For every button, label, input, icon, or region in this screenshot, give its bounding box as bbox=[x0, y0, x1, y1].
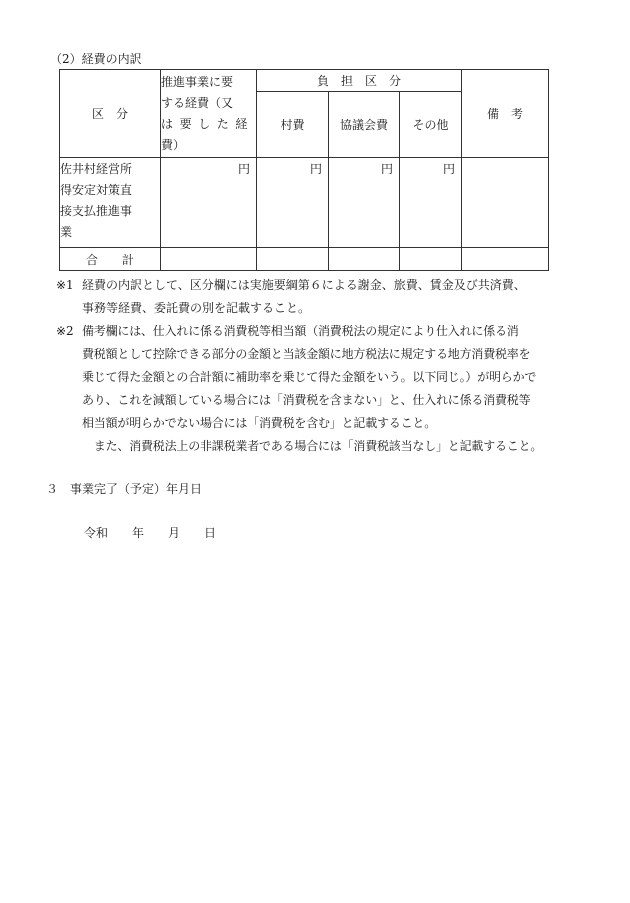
total-label: 合 計 bbox=[60, 248, 161, 271]
note-line: 事務等経費、委託費の別を記載すること。 bbox=[82, 301, 311, 315]
total-cell bbox=[329, 248, 400, 271]
note-line: 費税額として控除できる部分の金額と当該金額に地方税法に規定する地方消費税率を bbox=[82, 347, 531, 361]
cell-remarks bbox=[462, 158, 549, 248]
completion-date: 令和 年 月 日 bbox=[84, 526, 217, 540]
note-line: あり、これを減額している場合には「消費税を含まない」と、仕入れに係る消費税等 bbox=[82, 393, 531, 407]
total-cell bbox=[400, 248, 462, 271]
note-line: 乗じて得た金額との合計額に補助率を乗じて得た金額をいう。以下同じ。）が明らかで bbox=[82, 370, 537, 384]
header-council: 協議会費 bbox=[329, 92, 400, 158]
cell-unit: 円 bbox=[257, 158, 329, 248]
note-mark: ※2 bbox=[56, 324, 74, 338]
note-line: 経費の内訳として、区分欄には実施要綱第６による謝金、旅費、賃金及び共済費、 bbox=[82, 278, 526, 292]
note-line: 備考欄には、仕入れに係る消費税等相当額（消費税法の規定により仕入れに係る消 bbox=[82, 324, 519, 338]
note-line: また、消費税法上の非課税業者である場合には「消費税該当なし」と記載すること。 bbox=[82, 439, 543, 453]
row-name: 佐井村経営所 得安定対策直 接支払推進事 業 bbox=[60, 158, 161, 248]
header-village: 村費 bbox=[257, 92, 329, 158]
total-cell bbox=[257, 248, 329, 271]
total-cell bbox=[161, 248, 257, 271]
header-remarks: 備 考 bbox=[462, 70, 549, 158]
cell-unit: 円 bbox=[400, 158, 462, 248]
note-1 bbox=[0, 274, 630, 322]
note-line: 相当額が明らかでない場合には「消費税を含む」と記載すること。 bbox=[82, 416, 437, 430]
expense-table bbox=[59, 69, 549, 271]
cell-unit: 円 bbox=[161, 158, 257, 248]
cell-unit: 円 bbox=[329, 158, 400, 248]
header-other: その他 bbox=[400, 92, 462, 158]
note-2 bbox=[0, 320, 630, 460]
total-cell bbox=[462, 248, 549, 271]
header-burden: 負 担 区 分 bbox=[257, 70, 462, 92]
header-eligible-cost: 推進事業に要 する経費（又 は要した経 費） bbox=[161, 70, 257, 158]
header-category: 区 分 bbox=[60, 70, 161, 158]
note-mark: ※1 bbox=[56, 278, 74, 292]
section-3-heading: ３ 事業完了（予定）年月日 bbox=[46, 482, 203, 496]
section-heading: （2）経費の内訳 bbox=[50, 52, 142, 66]
